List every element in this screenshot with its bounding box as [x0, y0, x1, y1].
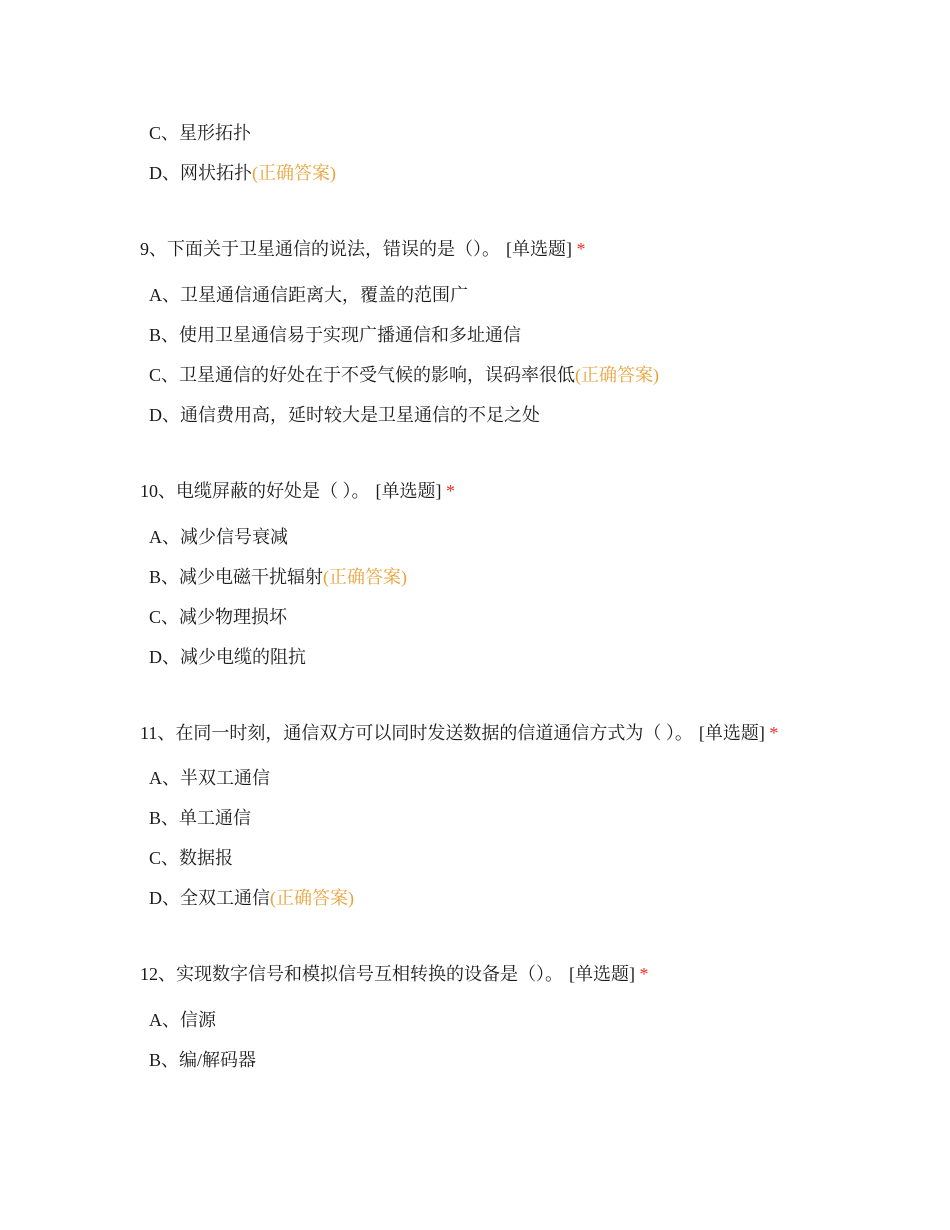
q9-option-d	[149, 403, 540, 427]
q11-option-d	[149, 886, 354, 910]
option-text: A、信源	[149, 1010, 216, 1030]
required-marker: *	[769, 723, 779, 743]
q11-option-a	[149, 766, 270, 790]
option-text: B、使用卫星通信易于实现广播通信和多址通信	[149, 325, 522, 345]
q12-title	[140, 962, 649, 986]
question-type: [单选题]	[698, 723, 765, 743]
question-text: 12、实现数字信号和模拟信号互相转换的设备是（）。	[140, 964, 563, 984]
q9-option-a	[149, 283, 468, 307]
question-text: 10、电缆屏蔽的好处是（ ）。	[140, 481, 370, 501]
question-type: [单选题]	[506, 239, 572, 259]
q9-option-c	[149, 363, 659, 387]
q11-title	[140, 721, 778, 745]
q11-option-c	[149, 846, 233, 870]
q12-option-a	[149, 1008, 216, 1032]
q10-title	[140, 479, 455, 503]
question-type: [单选题]	[569, 964, 635, 984]
option-text: B、单工通信	[149, 808, 252, 828]
option-text: A、半双工通信	[149, 768, 270, 788]
option-text: D、网状拓扑	[149, 163, 252, 183]
option-text: C、星形拓扑	[149, 123, 252, 143]
q8-option-c	[149, 121, 251, 145]
question-text: 11、在同一时刻，通信双方可以同时发送数据的信道通信方式为（ ）。	[140, 723, 693, 743]
option-text: C、数据报	[149, 848, 234, 868]
correct-answer-marker: (正确答案)	[252, 163, 336, 183]
option-text: D、通信费用高，延时较大是卫星通信的不足之处	[149, 405, 540, 425]
q10-option-b	[149, 565, 407, 589]
required-marker: *	[446, 481, 455, 501]
q10-option-d	[149, 645, 306, 669]
option-text: A、减少信号衰减	[149, 527, 288, 547]
question-text: 9、下面关于卫星通信的说法，错误的是（）。	[140, 239, 500, 259]
option-text: D、减少电缆的阻抗	[149, 647, 306, 667]
option-text: C、卫星通信的好处在于不受气候的影响，误码率很低	[149, 365, 576, 385]
correct-answer-marker: (正确答案)	[575, 365, 660, 385]
option-text: C、减少物理损坏	[149, 607, 288, 627]
q12-option-b	[149, 1048, 256, 1072]
correct-answer-marker: (正确答案)	[323, 567, 408, 587]
option-text: B、编/解码器	[149, 1050, 257, 1070]
option-text: A、卫星通信通信距离大，覆盖的范围广	[149, 285, 468, 305]
option-text: D、全双工通信	[149, 888, 270, 908]
required-marker: *	[639, 964, 649, 984]
option-text: B、减少电磁干扰辐射	[149, 567, 324, 587]
q10-option-a	[149, 525, 288, 549]
q10-option-c	[149, 605, 287, 629]
required-marker: *	[576, 239, 586, 259]
q9-title	[140, 237, 586, 261]
q9-option-b	[149, 323, 521, 347]
q8-option-d	[149, 161, 336, 185]
q11-option-b	[149, 806, 251, 830]
question-type: [单选题]	[375, 481, 442, 501]
correct-answer-marker: (正确答案)	[270, 888, 354, 908]
